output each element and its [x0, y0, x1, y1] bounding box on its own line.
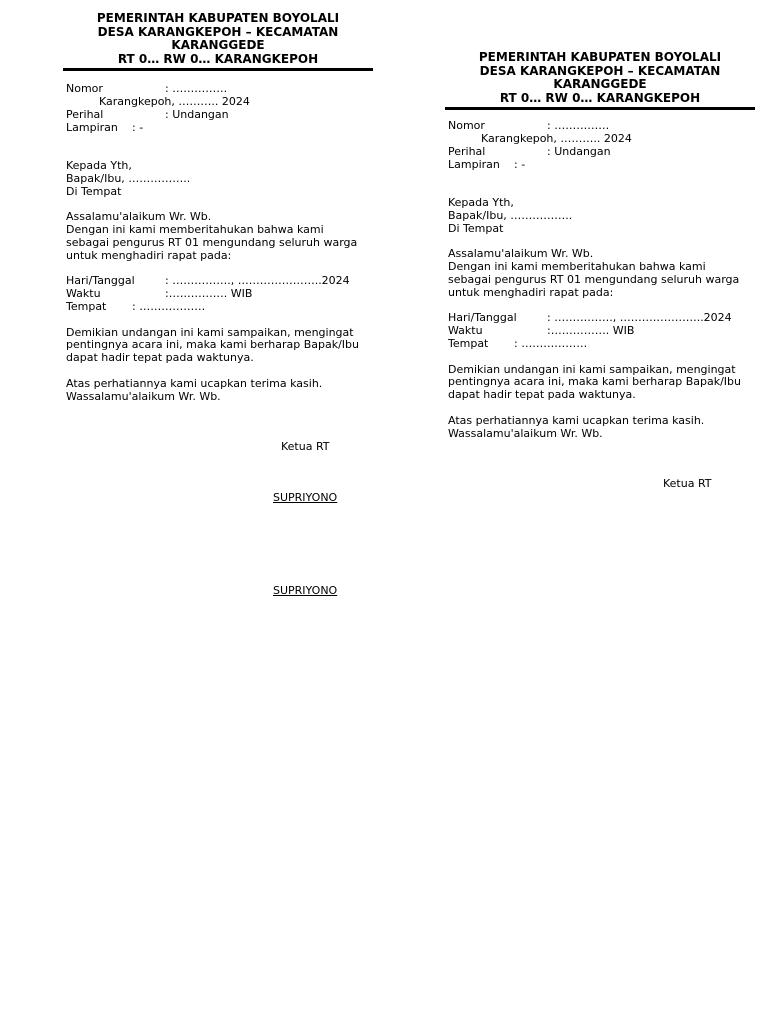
opening-line-2: sebagai pengurus RT 01 mengundang seluruh warga — [448, 272, 740, 286]
thanks-line: Atas perhatiannya kami ucapkan terima kasih. — [66, 376, 323, 390]
header-line-1: PEMERINTAH KABUPATEN BOYOLALI — [96, 11, 340, 25]
greeting: Assalamu'alaikum Wr. Wb. — [448, 247, 594, 261]
signature-name-duplicate: SUPRIYONO — [273, 583, 338, 597]
tempat-label: Tempat — [448, 336, 489, 350]
closing-line-2: pentingnya acara ini, maka kami berharap Bapak/Ibu — [448, 375, 742, 389]
waktu-value: :……………. WIB — [547, 324, 635, 338]
letter-right — [445, 51, 755, 491]
opening-line-2: sebagai pengurus RT 01 mengundang seluruh warga — [66, 235, 358, 249]
closing-line-3: dapat hadir tepat pada waktunya. — [66, 351, 254, 365]
date-line: Karangkepoh, ……….. 2024 — [481, 132, 632, 146]
opening-line-1: Dengan ini kami memberitahukan bahwa kami — [66, 223, 324, 237]
closing-line-2: pentingnya acara ini, maka kami berharap Bapak/Ibu — [66, 338, 360, 352]
letter-left — [63, 12, 373, 598]
letterhead — [445, 51, 755, 105]
lampiran-value: : - — [514, 157, 526, 171]
opening-line-1: Dengan ini kami memberitahukan bahwa kami — [448, 260, 706, 274]
perihal-label: Perihal — [66, 107, 104, 121]
closing-line-1: Demikian undangan ini kami sampaikan, mengingat — [66, 325, 354, 339]
letter-body — [445, 120, 755, 491]
header-line-2: DESA KARANGKEPOH – KECAMATAN — [479, 63, 721, 78]
opening-line-3: untuk menghadiri rapat pada: — [66, 248, 232, 262]
tempat-value: : ……………… — [132, 299, 206, 313]
letter-body — [63, 83, 373, 597]
tempat-label: Tempat — [66, 299, 107, 313]
opening-line-3: untuk menghadiri rapat pada: — [448, 285, 614, 299]
perihal-row — [448, 146, 755, 159]
farewell-line: Wassalamu'alaikum Wr. Wb. — [448, 426, 603, 440]
nomor-label: Nomor — [448, 119, 485, 133]
hari-value: : ……………., …………………..2024 — [165, 274, 350, 288]
lampiran-row — [448, 159, 755, 172]
hari-value: : ……………., …………………..2024 — [547, 311, 732, 325]
perihal-label: Perihal — [448, 144, 486, 158]
header-line-3: KARANGGEDE — [171, 38, 265, 53]
lampiran-label: Lampiran — [448, 157, 500, 171]
tempat-row — [66, 301, 373, 314]
thanks-line: Atas perhatiannya kami ucapkan terima kasih. — [448, 413, 705, 427]
letterhead — [63, 12, 373, 66]
lampiran-label: Lampiran — [66, 120, 118, 134]
hari-label: Hari/Tanggal — [448, 311, 517, 325]
header-divider — [445, 107, 755, 110]
signature-name: SUPRIYONO — [273, 491, 338, 505]
waktu-value: :……………. WIB — [165, 287, 253, 301]
header-line-4: RT 0… RW 0… KARANGKEPOH — [499, 90, 701, 105]
hari-label: Hari/Tanggal — [66, 274, 135, 288]
perihal-value: : Undangan — [165, 107, 229, 121]
lampiran-value: : - — [132, 120, 144, 134]
perihal-row — [66, 109, 373, 122]
waktu-row — [448, 325, 755, 338]
header-line-4: RT 0… RW 0… KARANGKEPOH — [117, 51, 319, 66]
closing-line-3: dapat hadir tepat pada waktunya. — [448, 388, 636, 402]
recipient-line-1: Kepada Yth, — [448, 196, 514, 210]
header-line-1: PEMERINTAH KABUPATEN BOYOLALI — [478, 50, 722, 64]
closing-line-1: Demikian undangan ini kami sampaikan, mengingat — [448, 362, 736, 376]
greeting: Assalamu'alaikum Wr. Wb. — [66, 210, 212, 224]
perihal-value: : Undangan — [547, 144, 611, 158]
recipient-line-1: Kepada Yth, — [66, 159, 132, 173]
tempat-row — [448, 338, 755, 351]
header-line-2: DESA KARANGKEPOH – KECAMATAN — [97, 24, 339, 39]
signature-title: Ketua RT — [281, 440, 330, 454]
recipient-line-3: Di Tempat — [66, 184, 122, 198]
lampiran-row — [66, 122, 373, 135]
date-line: Karangkepoh, ……….. 2024 — [99, 95, 250, 109]
nomor-value: : …………… — [547, 119, 610, 133]
signature-title: Ketua RT — [663, 477, 712, 491]
nomor-value: : …………… — [165, 82, 228, 96]
nomor-label: Nomor — [66, 82, 103, 96]
recipient-line-2: Bapak/Ibu, …………….. — [66, 171, 191, 185]
farewell-line: Wassalamu'alaikum Wr. Wb. — [66, 389, 221, 403]
waktu-row — [66, 288, 373, 301]
waktu-label: Waktu — [448, 324, 483, 338]
header-divider — [63, 68, 373, 71]
recipient-line-2: Bapak/Ibu, …………….. — [448, 208, 573, 222]
recipient-line-3: Di Tempat — [448, 221, 504, 235]
tempat-value: : ……………… — [514, 336, 588, 350]
waktu-label: Waktu — [66, 287, 101, 301]
header-line-3: KARANGGEDE — [553, 77, 647, 92]
